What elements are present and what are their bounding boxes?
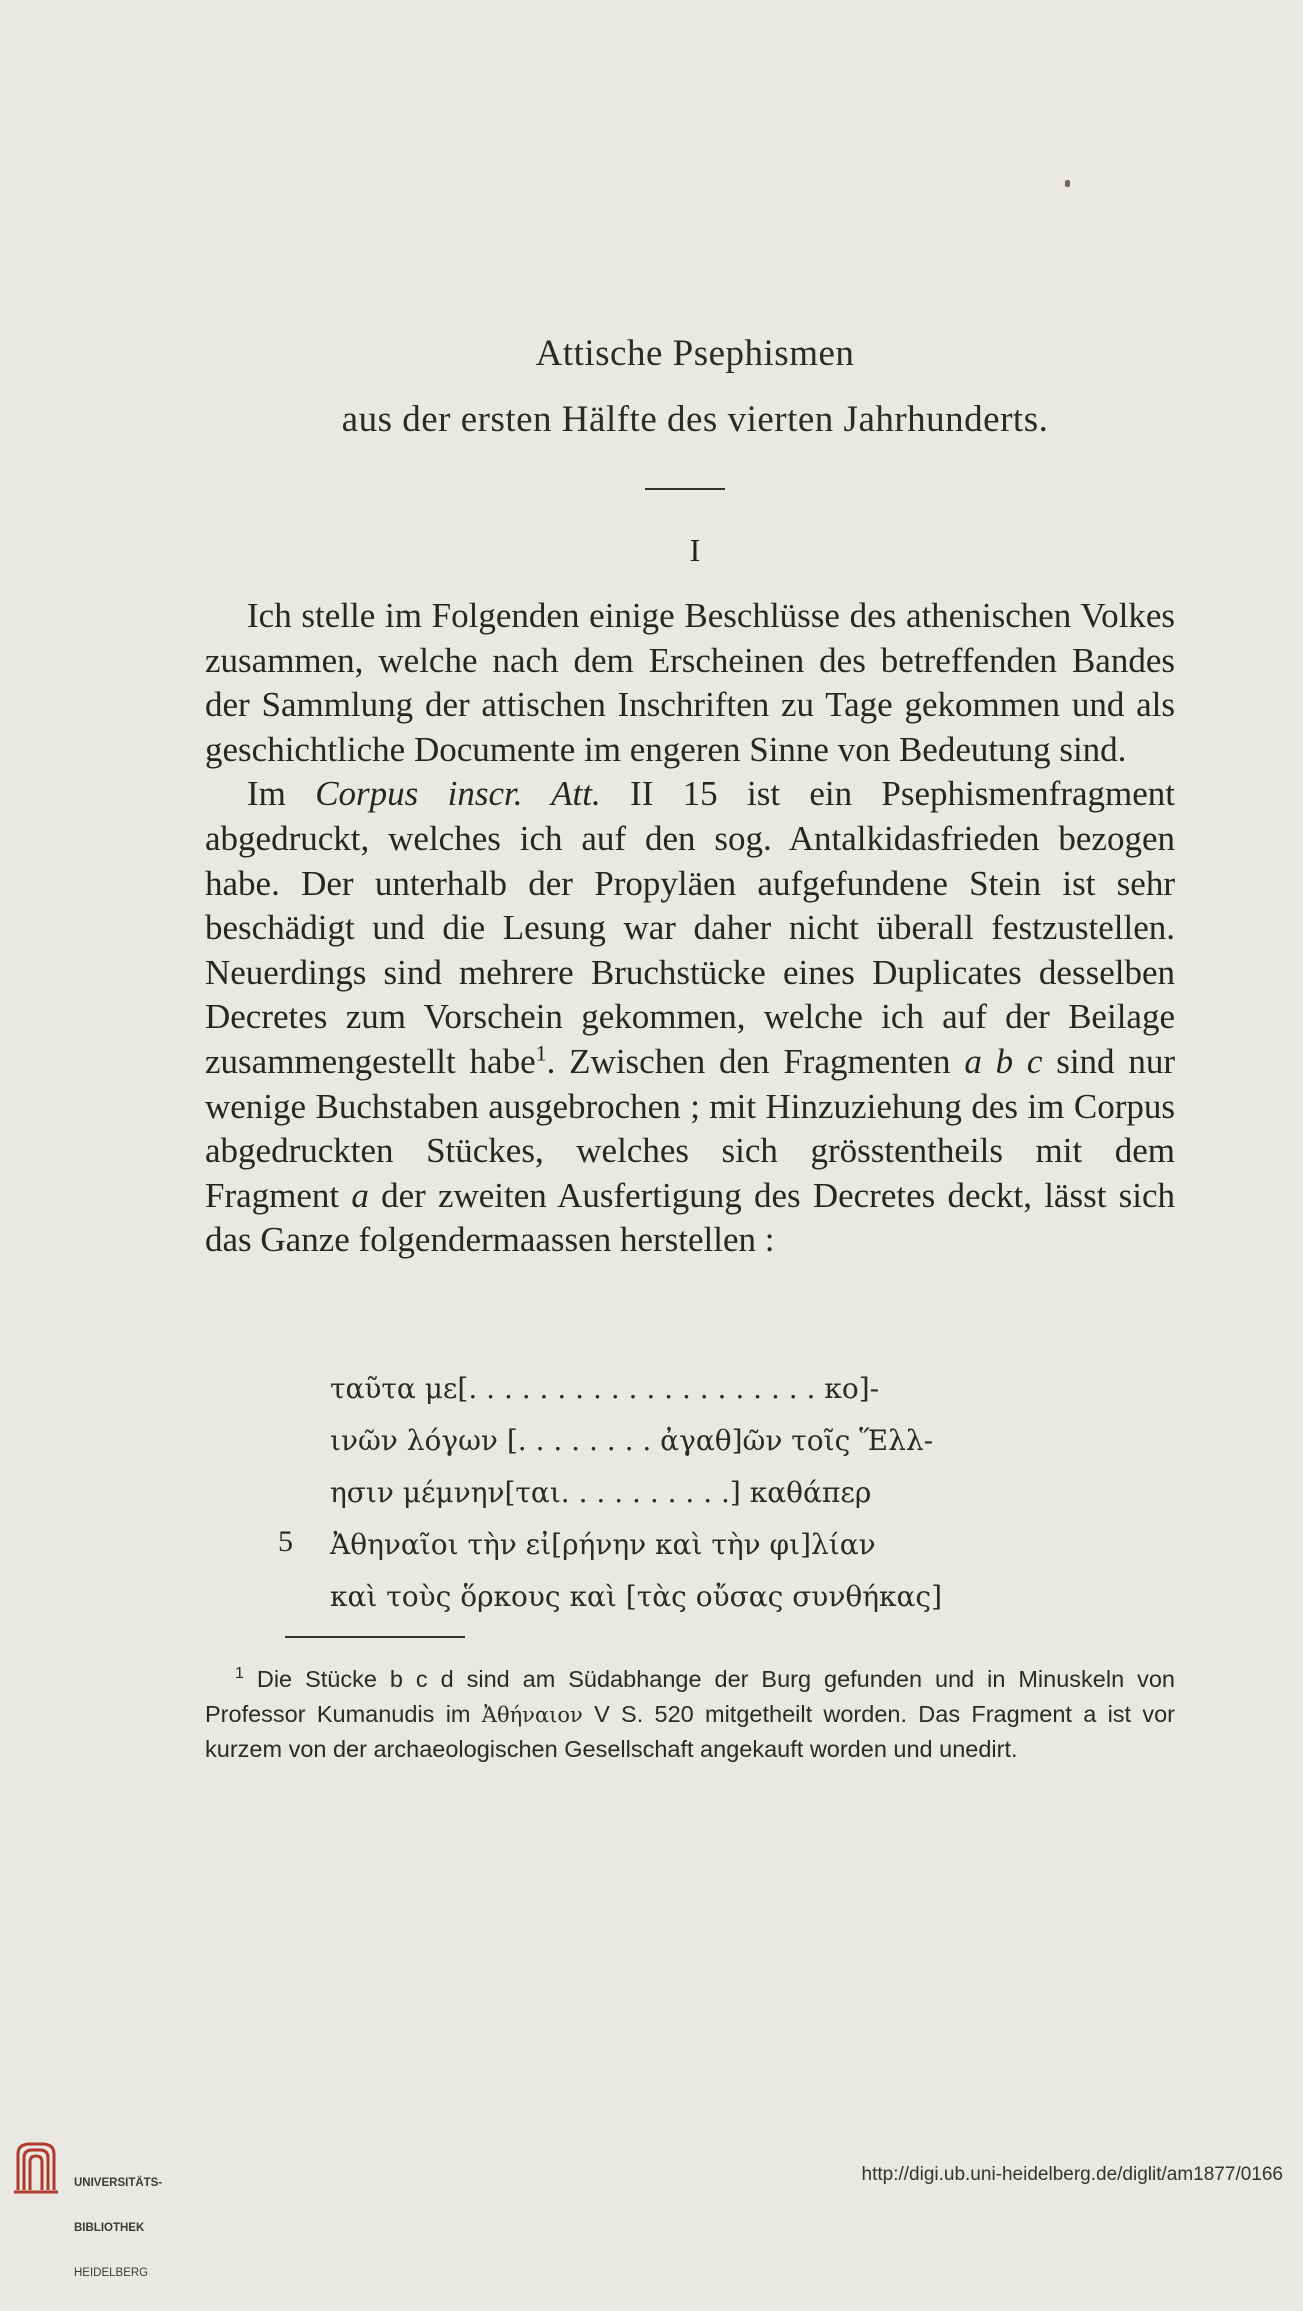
inscription-line: Ἀθηναῖοι τὴν εἰ[ρήνην καὶ τὴν φι]λίαν <box>330 1528 876 1561</box>
library-seal-icon <box>12 2140 60 2195</box>
footnote-text-1: Die Stücke b c d sind am Südabhange der Burg gefunden und in Minuskeln von Professor Kumanudis im <box>205 1666 1175 1727</box>
library-name-line-1: UNIVERSITÄTS- <box>74 2177 163 2189</box>
section-number: I <box>689 532 701 568</box>
source-url-link[interactable]: http://digi.ub.uni-heidelberg.de/diglit/am1877/0166 <box>861 2164 1283 2185</box>
footnote-text-2: V S. 520 mitgetheilt worden. Das Fragment a ist vor kurzem von der archaeologischen Gesellschaft angekauft worden und unedirt. <box>205 1700 1175 1763</box>
footnote <box>205 1662 1175 1767</box>
paragraph-2-text-4: der zweiten Ausfertigung des Decretes deckt, lässt sich das Ganze folgendermaassen herstellen : <box>205 1175 1176 1260</box>
inscription-line: ινῶν λόγων [. . . . . . . . ἀγαθ]ῶν τοῖς Ἕλλ- <box>330 1424 934 1457</box>
footnote-marker: 1 <box>235 1665 244 1683</box>
title-divider <box>645 488 725 490</box>
inscription-line: καὶ τοὺς ὅρκους καὶ [τὰς οὔσας συνθήκας] <box>330 1580 942 1613</box>
library-logo[interactable] <box>12 2140 163 2279</box>
inscription-line: ταῦτα με[. . . . . . . . . . . . . . . . . . . . κο]- <box>330 1372 880 1405</box>
corpus-citation: Corpus inscr. Att. <box>315 774 601 814</box>
fragment-a-label: a <box>351 1175 369 1215</box>
inscription-line: ησιν μέμνην[ται. . . . . . . . . .] καθάπερ <box>330 1476 872 1509</box>
fragments-label: a b c <box>964 1041 1043 1081</box>
paragraph-2-text-1: II 15 ist ein Psephismenfragment abgedruckt, welches ich auf den sog. Antalkidasfrieden bezogen habe. Der unterhalb der Propyläen aufgefundene Stein ist sehr beschädigt und die Lesung war daher nicht überall festzustellen. Neuerdings sind mehrere Bruchstücke eines Duplicates desselben Decretes zum Vorschein gekommen, welche ich auf der Beilage zusammengestellt habe <box>205 774 1175 1081</box>
title-line-1: Attische Psephismen <box>535 333 855 374</box>
body-text <box>205 594 1175 1263</box>
paragraph-2 <box>205 772 1175 1263</box>
footnote-reference[interactable]: 1 <box>535 1040 547 1066</box>
footnote-greek-title: Ἀθήναιον <box>481 1702 583 1727</box>
library-name <box>74 2146 162 2311</box>
title-line-2: aus der ersten Hälfte des vierten Jahrhunderts. <box>341 399 1049 440</box>
paragraph-2-text-2: . Zwischen den Fragmenten <box>546 1041 965 1081</box>
paragraph-2-text-3: sind nur wenige Buchstaben ausgebrochen ; mit Hinzuziehung des im Corpus abgedruckten Stückes, welches sich grösstentheils mit dem Fragment <box>205 1041 1175 1215</box>
ink-speck <box>1065 180 1070 187</box>
inscription-line-number: 5 <box>278 1525 293 1558</box>
library-name-line-3: HEIDELBERG <box>74 2267 149 2279</box>
library-name-line-2: BIBLIOTHEK <box>74 2222 145 2234</box>
footnote-divider <box>285 1636 465 1638</box>
paragraph-1: Ich stelle im Folgenden einige Beschlüsse des athenischen Volkes zusammen, welche nach dem Erscheinen des betreffenden Bandes der Sammlung der attischen Inschriften zu Tage gekommen und als geschichtliche Documente im engeren Sinne von Bedeutung sind. <box>205 596 1175 769</box>
paragraph-2-lead: Im <box>247 774 316 814</box>
